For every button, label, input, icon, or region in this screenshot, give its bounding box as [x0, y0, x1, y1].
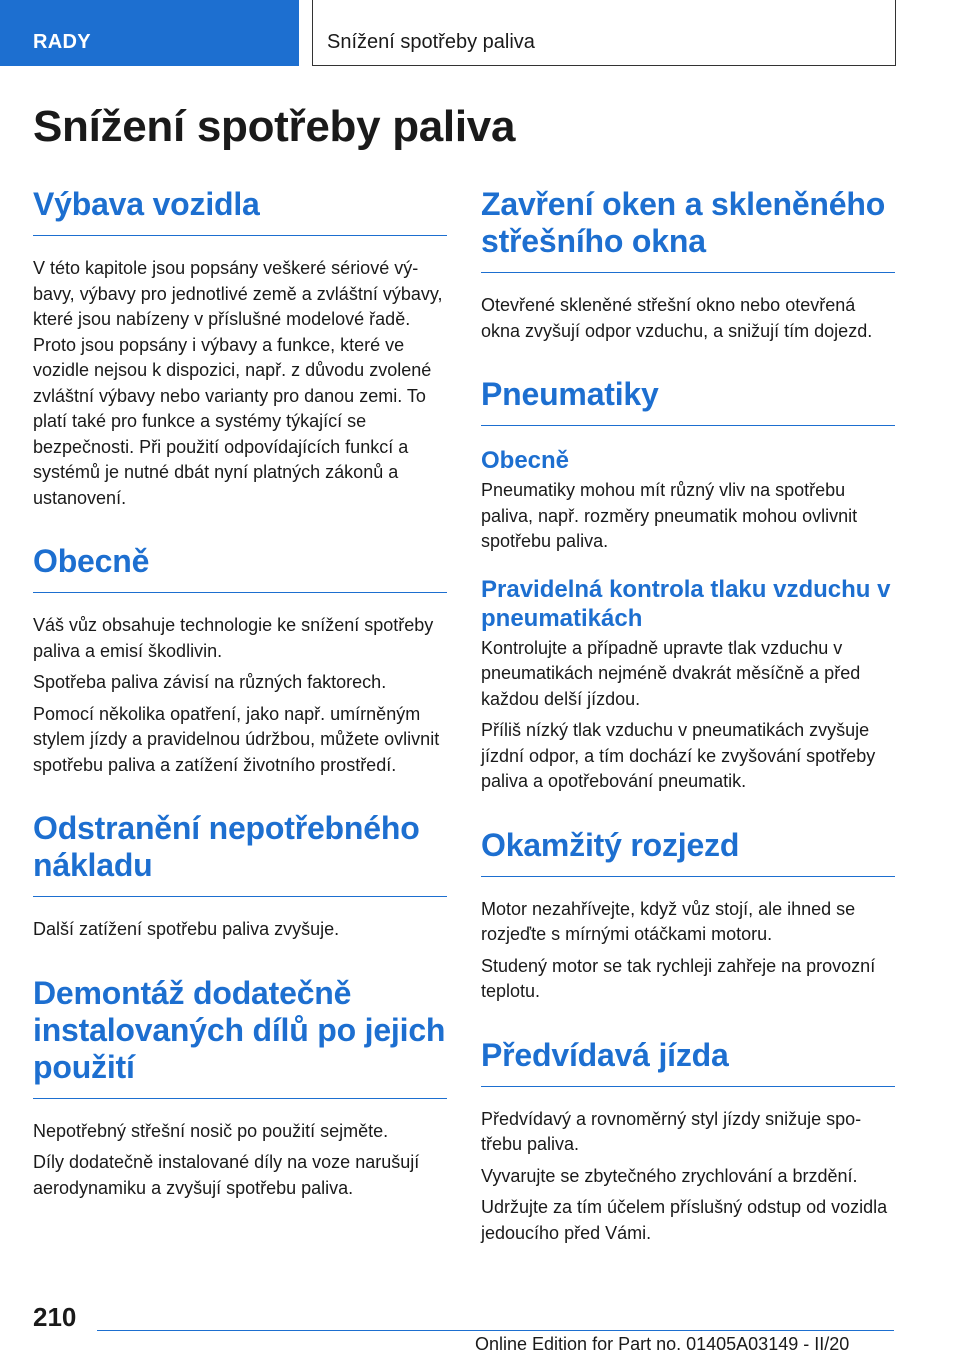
- heading-demontaz-dilu: Demontáž dodatečně instalovaných dílů po jejich použití: [33, 975, 447, 1099]
- heading-obecne: Obecně: [33, 543, 447, 593]
- paragraph: Kontrolujte a případně upravte tlak vzduchu v pneumatikách nejméně dvakrát měsíčně a před každou delší jízdou.: [481, 637, 861, 709]
- heading-odstraneni-nakladu: Odstranění nepotřebného nákladu: [33, 810, 447, 897]
- right-column: [481, 186, 895, 1252]
- paragraph: Předvídavý a rovnoměrný styl jízdy snižuje spotřebu paliva.: [481, 1108, 862, 1154]
- footer-divider: [97, 1330, 894, 1331]
- paragraph: Pneumatiky mohou mít různý vliv na spotřebu paliva, např. rozměry pneumatik mohou ovlivnit spotřebu paliva.: [481, 480, 858, 551]
- paragraph: Spotřeba paliva závisí na různých faktorech.: [33, 672, 387, 692]
- subheading-obecne: Obecně: [481, 447, 570, 474]
- heading-pneumatiky: Pneumatiky: [481, 376, 895, 426]
- paragraph: Další zatížení spotřebu paliva zvyšuje.: [33, 919, 340, 939]
- paragraph: V této kapitole jsou popsány veškeré sériové výbavy, výbavy pro jednotlivé země a zvláštní výbavy, které jsou nabízeny v příslušné modelové řadě. Proto jsou popsány i výbavy a funkce, které ve vozidle nejsou k dispozici, např. z důvodu zvolené zvláštní výbavy nebo varianty pro danou zemi. To platí také pro funkce a systémy týkající se bezpečnosti. Při použití odpovídajících funkcí a systémů je nutné dbát nyní platných zákonů a ustanovení.: [33, 258, 443, 508]
- paragraph: Váš vůz obsahuje technologie ke snížení spotřeby paliva a emisí škodlivin.: [33, 615, 434, 661]
- page-number: 210: [33, 1302, 77, 1332]
- heading-zavreni-oken: Zavření oken a skleněného střešního okna: [481, 186, 895, 273]
- heading-predvidava-jizda: Předvídavá jízda: [481, 1037, 895, 1087]
- paragraph: Díly dodatečně instalované díly na voze narušují aerodynamiku a zvyšují spotřebu paliva.: [33, 1152, 420, 1198]
- paragraph: Udržujte za tím účelem příslušný odstup od vozidla jedoucího před Vámi.: [481, 1197, 888, 1243]
- heading-vybava-vozidla: Výbava vozidla: [33, 186, 447, 236]
- paragraph: Motor nezahřívejte, když vůz stojí, ale ihned se rozjeďte s mírnými otáčkami motoru.: [481, 898, 856, 944]
- paragraph: Studený motor se tak rychleji zahřeje na provozní teplotu.: [481, 955, 876, 1001]
- paragraph: Vyvarujte se zbytečného zrychlování a brzdění.: [481, 1165, 858, 1186]
- edition-note: Online Edition for Part no. 01405A03149 - II/20: [475, 1334, 850, 1354]
- page-title: Snížení spotřeby paliva: [33, 102, 516, 151]
- section-tab: RADY: [0, 0, 299, 66]
- paragraph: Otevřené skleněné střešní okno nebo otevřená okna zvyšují odpor vzduchu, a snižují tím dojezd.: [481, 295, 873, 341]
- paragraph: Příliš nízký tlak vzduchu v pneumatikách zvyšuje jízdní odpor, a tím dochází ke zvyšování spotřeby paliva a opotřebování pneumatik.: [481, 720, 876, 791]
- heading-okamzity-rozjezd: Okamžitý rozjezd: [481, 827, 895, 877]
- subheading-kontrola-tlaku: Pravidelná kontrola tlaku vzduchu v pneumatikách: [481, 575, 891, 632]
- left-column: [33, 186, 447, 1207]
- paragraph: Nepotřebný střešní nosič po použití sejměte.: [33, 1120, 389, 1141]
- chapter-title-box: Snížení spotřeby paliva: [312, 0, 896, 66]
- page-header: [0, 0, 960, 66]
- paragraph: Pomocí několika opatření, jako např. umírněným stylem jízdy a pravidelnou údržbou, můžete ovlivnit spotřebu paliva a zatížení životního prostředí.: [33, 703, 440, 775]
